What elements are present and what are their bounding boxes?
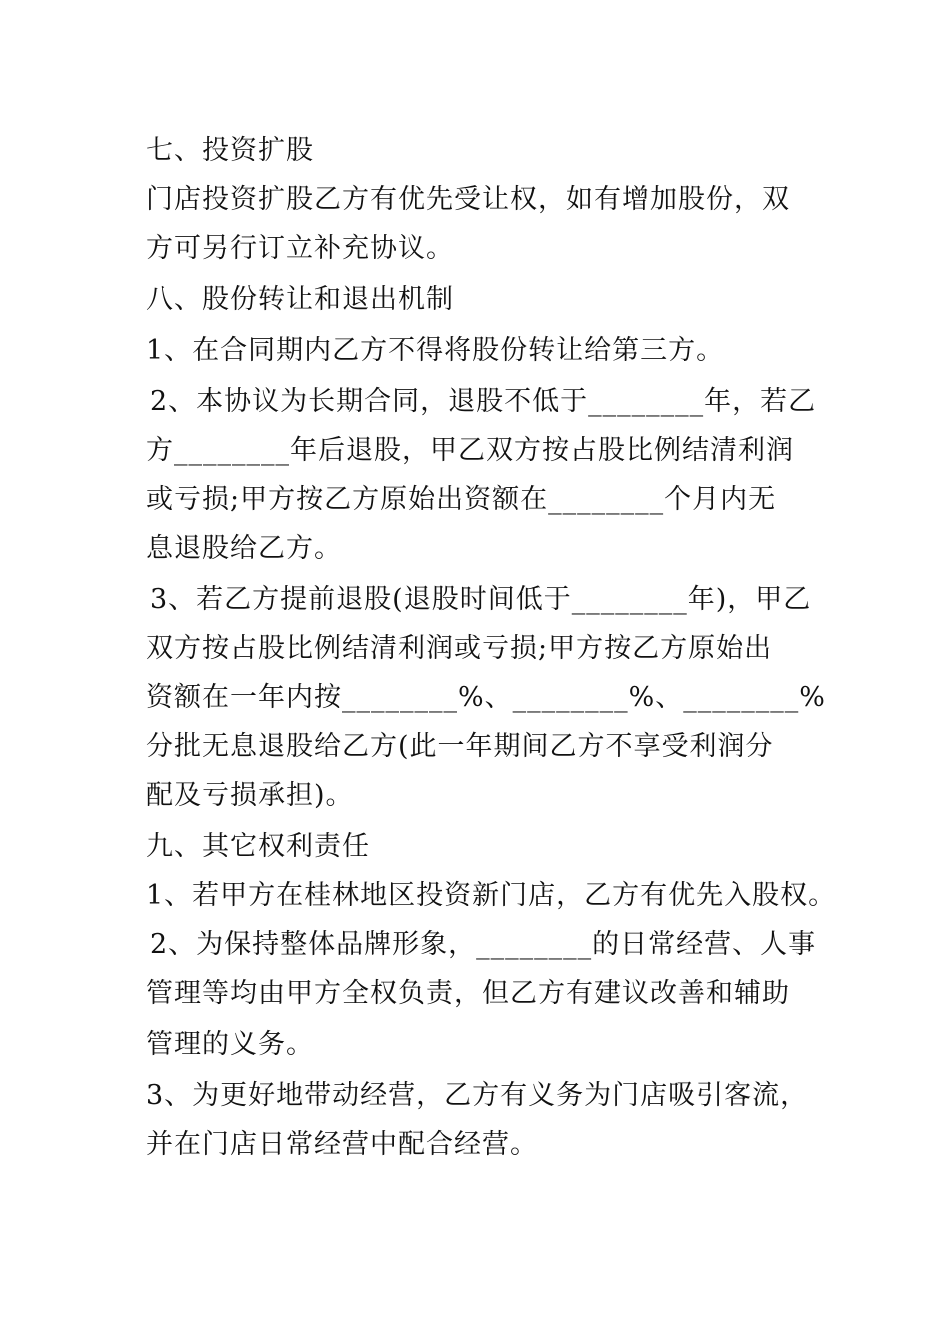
paragraph-line: 方________年后退股，甲乙双方按占股比例结清利润 [146, 435, 794, 466]
clause-8-3: 3、若乙方提前退股(退股时间低于________年)，甲乙 [150, 584, 812, 615]
paragraph-line: 配及亏损承担)。 [146, 780, 354, 811]
paragraph-line: 方可另行订立补充协议。 [146, 233, 454, 264]
clause-8-1: 1、在合同期内乙方不得将股份转让给第三方。 [146, 335, 725, 366]
section-heading-9: 九、其它权利责任 [146, 831, 370, 862]
paragraph-line: 双方按占股比例结清利润或亏损;甲方按乙方原始出 [146, 633, 773, 664]
paragraph-line: 资额在一年内按________%、________%、________% [146, 682, 826, 713]
paragraph-line: 管理等均由甲方全权负责，但乙方有建议改善和辅助 [146, 978, 790, 1009]
paragraph-line: 分批无息退股给乙方(此一年期间乙方不享受利润分 [146, 731, 774, 762]
clause-9-1: 1、若甲方在桂林地区投资新门店，乙方有优先入股权。 [146, 880, 837, 911]
section-heading-8: 八、股份转让和退出机制 [146, 284, 454, 315]
paragraph-line: 管理的义务。 [146, 1029, 314, 1060]
paragraph-line: 并在门店日常经营中配合经营。 [146, 1129, 538, 1160]
paragraph-line: 门店投资扩股乙方有优先受让权，如有增加股份，双 [146, 184, 790, 215]
clause-9-2: 2、为保持整体品牌形象，________的日常经营、人事 [150, 929, 817, 960]
clause-9-3: 3、为更好地带动经营，乙方有义务为门店吸引客流， [146, 1080, 809, 1111]
paragraph-line: 或亏损;甲方按乙方原始出资额在________个月内无 [146, 484, 777, 515]
clause-8-2: 2、本协议为长期合同，退股不低于________年，若乙 [150, 386, 817, 417]
paragraph-line: 息退股给乙方。 [146, 533, 342, 564]
section-heading-7: 七、投资扩股 [146, 135, 314, 166]
